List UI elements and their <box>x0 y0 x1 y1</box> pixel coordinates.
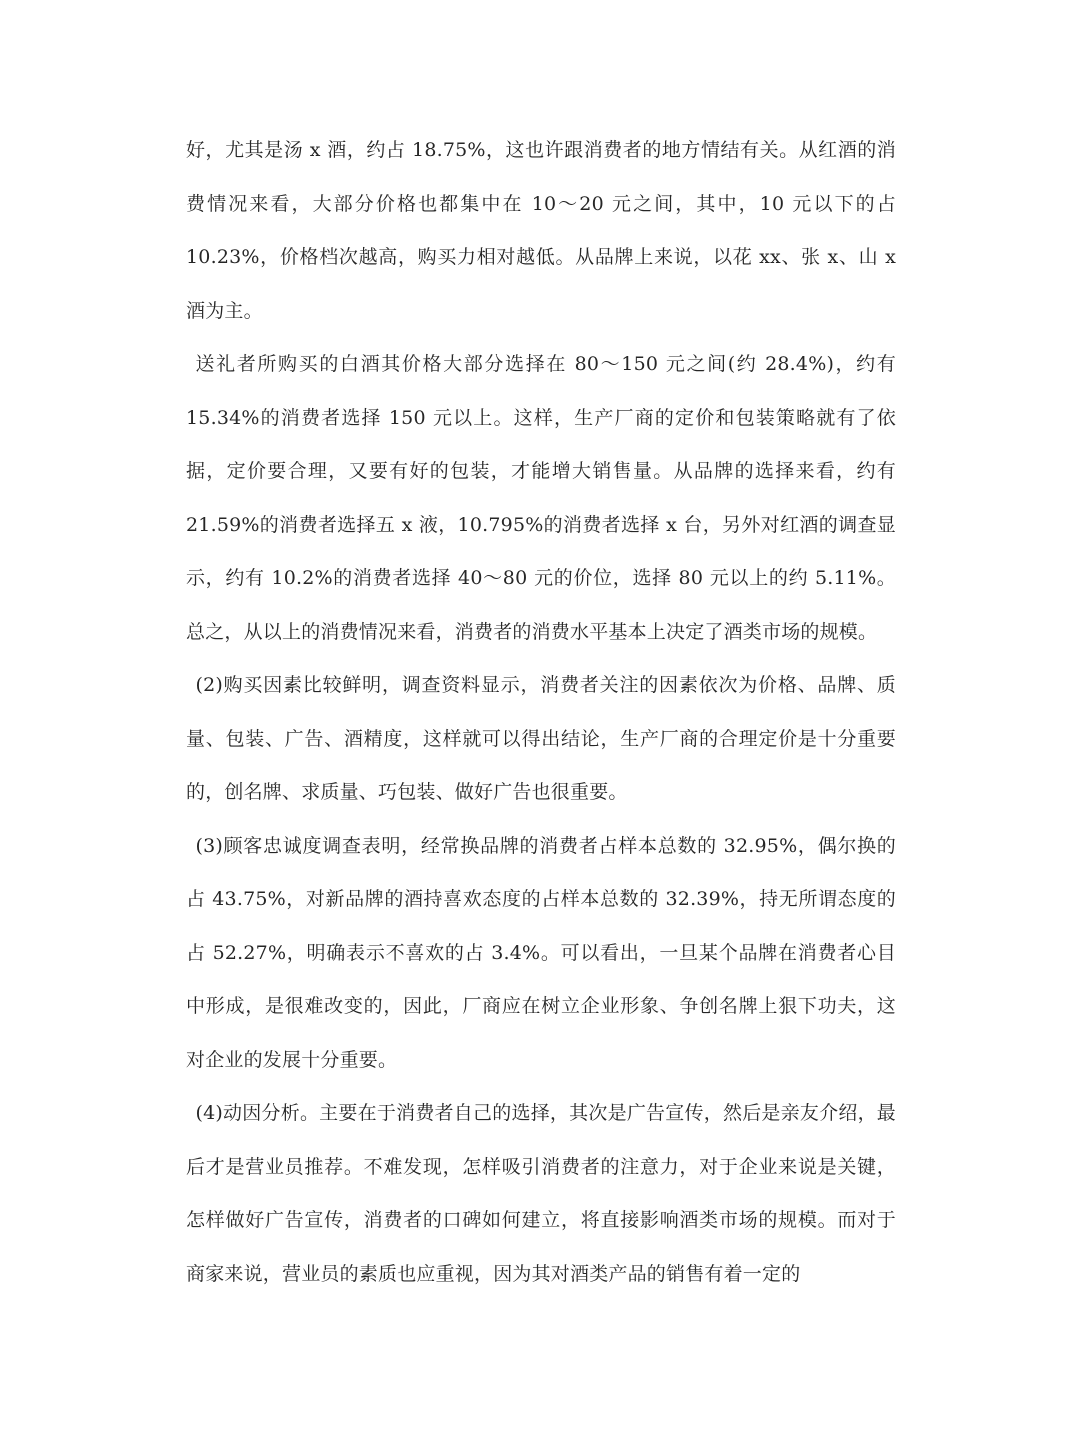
paragraph-continuation: 好，尤其是汤 x 酒，约占 18.75%，这也许跟消费者的地方情结有关。从红酒的消费情况来看，大部分价格也都集中在 10～20 元之间，其中，10 元以下的占 10.23%，价格档次越高，购买力相对越低。从品牌上来说，以花 xx、张 x、山 x 酒为主。 <box>186 139 896 322</box>
paragraph-motivation-analysis: (4)动因分析。主要在于消费者自己的选择，其次是广告宣传，然后是亲友介绍，最后才是营业员推荐。不难发现，怎样吸引消费者的注意力，对于企业来说是关键，怎样做好广告宣传，消费者的口碑如何建立，将直接影响酒类市场的规模。而对于商家来说，营业员的素质也应重视，因为其对酒类产品的销售有着一定的 <box>186 1102 896 1285</box>
paragraph-purchase-factors: (2)购买因素比较鲜明，调查资料显示，消费者关注的因素依次为价格、品牌、质量、包装、广告、酒精度，这样就可以得出结论，生产厂商的合理定价是十分重要的，创名牌、求质量、巧包装、做好广告也很重要。 <box>186 674 896 803</box>
paragraph-gift-buyers: 送礼者所购买的白酒其价格大部分选择在 80～150 元之间(约 28.4%)，约有 15.34%的消费者选择 150 元以上。这样，生产厂商的定价和包装策略就有了依据，定价要合理，又要有好的包装，才能增大销售量。从品牌的选择来看，约有 21.59%的消费者选择五 x 液，10.795%的消费者选择 x 台，另外对红酒的调查显示，约有 10.2%的消费者选择 40～80 元的价位，选择 80 元以上的约 5.11%。总之，从以上的消费情况来看，消费者的消费水平基本上决定了酒类市场的规模。 <box>186 353 896 643</box>
paragraph-customer-loyalty: (3)顾客忠诚度调查表明，经常换品牌的消费者占样本总数的 32.95%，偶尔换的占 43.75%，对新品牌的酒持喜欢态度的占样本总数的 32.39%，持无所谓态度的占 52.27%，明确表示不喜欢的占 3.4%。可以看出，一旦某个品牌在消费者心目中形成，是很难改变的，因此，厂商应在树立企业形象、争创名牌上狠下功夫，这对企业的发展十分重要。 <box>186 834 896 1071</box>
document-body <box>186 124 896 1301</box>
